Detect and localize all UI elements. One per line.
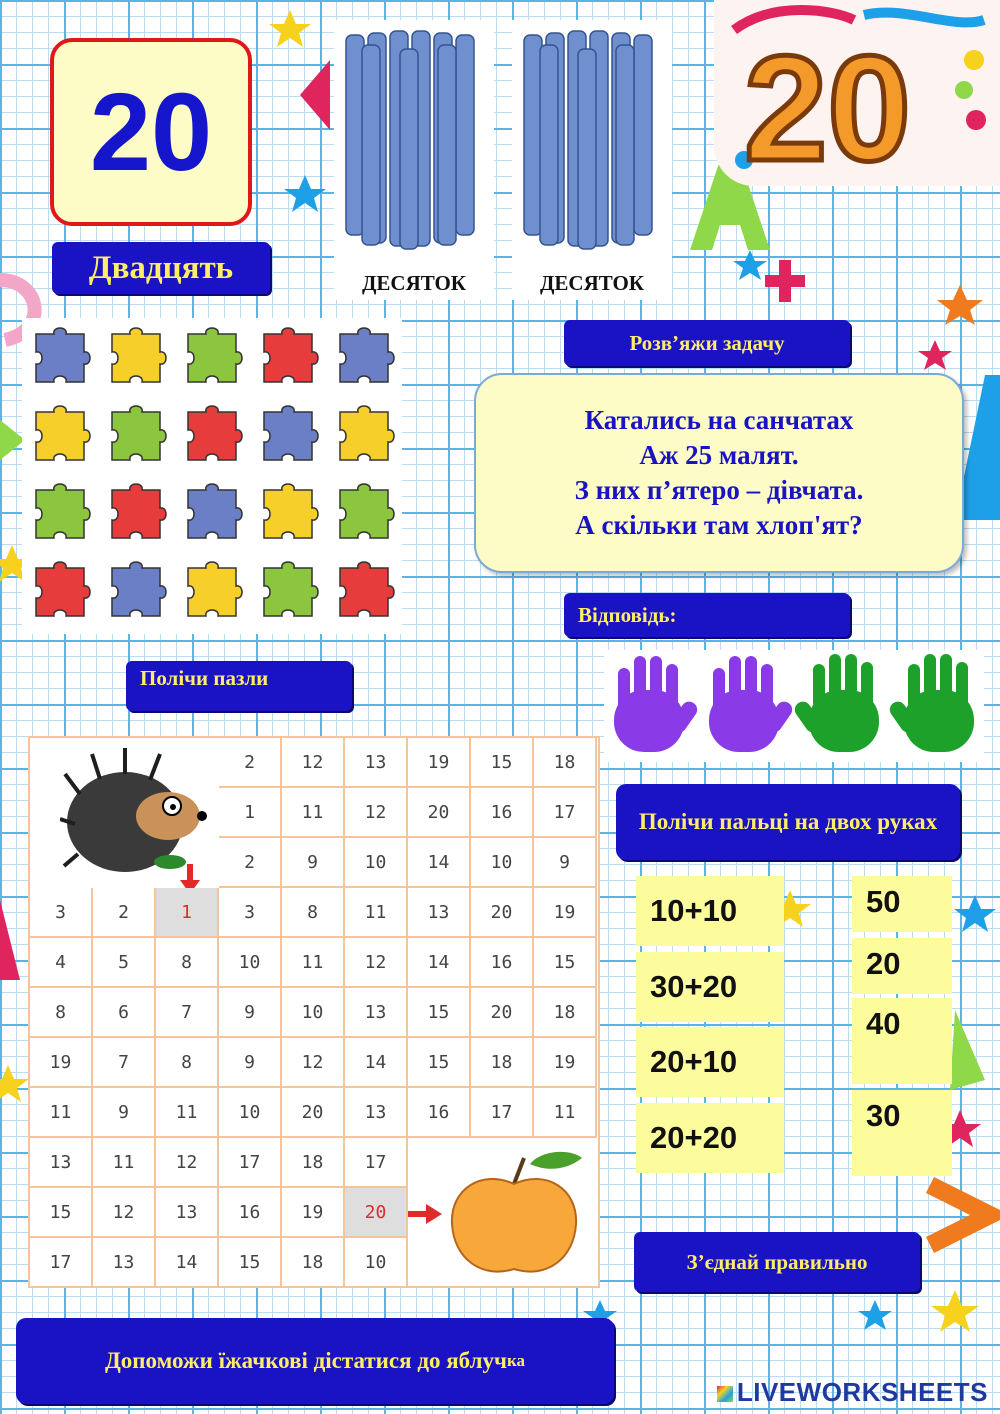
maze-cell[interactable]: 20 (345, 1188, 408, 1238)
maze-cell[interactable]: 13 (345, 1088, 408, 1138)
task-poem (474, 373, 964, 573)
maze-cell[interactable]: 9 (534, 838, 597, 888)
puzzle-piece-icon (334, 558, 398, 622)
maze-cell[interactable]: 1 (156, 888, 219, 938)
expression-card[interactable]: 30+20 (636, 952, 784, 1022)
count-puzzles-label: Полічи пазли (126, 661, 352, 711)
maze-cell[interactable]: 4 (30, 938, 93, 988)
maze-cell[interactable]: 9 (282, 838, 345, 888)
tens-bundle-2 (512, 20, 672, 300)
maze-cell[interactable]: 13 (30, 1138, 93, 1188)
puzzle-piece-icon (30, 324, 94, 388)
puzzle-piece-icon (30, 480, 94, 544)
triangle-shape (950, 1010, 985, 1090)
maze-cell[interactable]: 5 (93, 938, 156, 988)
maze-cell[interactable]: 18 (534, 738, 597, 788)
number-value: 20 (89, 70, 213, 194)
maze-cell[interactable]: 17 (219, 1138, 282, 1188)
help-hedgehog-label: Допоможи їжачкові дістатися до яблуч ка (16, 1318, 614, 1404)
maze-cell[interactable]: 10 (219, 938, 282, 988)
star-icon (937, 285, 983, 325)
maze-cell[interactable]: 15 (30, 1188, 93, 1238)
puzzle-piece-icon (258, 402, 322, 466)
maze-cell[interactable]: 1 (219, 788, 282, 838)
maze-cell[interactable]: 19 (534, 888, 597, 938)
maze-cell[interactable]: 8 (282, 888, 345, 938)
maze-cell[interactable]: 2 (219, 738, 282, 788)
rods-icon (512, 25, 672, 255)
maze-cell[interactable]: 19 (408, 738, 471, 788)
task-line: Аж 25 малят. (639, 440, 799, 470)
star-icon (918, 340, 952, 370)
maze-cell[interactable]: 17 (534, 788, 597, 838)
star-icon (0, 1065, 29, 1102)
puzzle-piece-icon (258, 480, 322, 544)
svg-text:20: 20 (744, 24, 911, 186)
puzzle-piece-icon (106, 324, 170, 388)
maze-cell[interactable]: 16 (471, 788, 534, 838)
maze-cell[interactable]: 6 (93, 988, 156, 1038)
answer-card[interactable]: 50 (852, 876, 952, 932)
hand-icon (887, 654, 974, 752)
maze-cell[interactable]: 2 (219, 838, 282, 888)
puzzle-piece-icon (334, 324, 398, 388)
maze-cell[interactable]: 12 (345, 938, 408, 988)
hand-icon (614, 656, 700, 752)
maze-cell[interactable]: 15 (471, 738, 534, 788)
puzzle-piece-icon (182, 402, 246, 466)
answer-field[interactable] (564, 593, 850, 637)
maze-cell[interactable]: 13 (345, 988, 408, 1038)
expression-card[interactable]: 20+10 (636, 1027, 784, 1097)
puzzle-piece-icon (334, 480, 398, 544)
hedgehog-icon (60, 744, 210, 884)
maze-cell[interactable]: 13 (408, 888, 471, 938)
maze-cell[interactable]: 9 (93, 1088, 156, 1138)
puzzle-piece-icon (182, 558, 246, 622)
maze-cell[interactable]: 2 (93, 888, 156, 938)
puzzle-piece-icon (106, 558, 170, 622)
answer-card[interactable]: 40 (852, 998, 952, 1084)
maze-cell[interactable]: 15 (408, 1038, 471, 1088)
maze-cell[interactable]: 11 (282, 938, 345, 988)
maze-cell[interactable]: 7 (93, 1038, 156, 1088)
maze-cell[interactable]: 19 (282, 1188, 345, 1238)
maze-cell[interactable]: 17 (471, 1088, 534, 1138)
puzzle-piece-icon (106, 480, 170, 544)
brand-logo: LIVEWORKSHEETS (717, 1377, 988, 1408)
task-title-label: Розв’яжи задачу (564, 320, 850, 366)
tens-label: ДЕСЯТОК (361, 271, 467, 295)
maze-cell[interactable]: 10 (471, 838, 534, 888)
star-icon (931, 1290, 979, 1332)
maze-cell[interactable]: 20 (471, 888, 534, 938)
number-maze (28, 736, 600, 1288)
triangle-shape (0, 900, 20, 980)
maze-cell[interactable]: 15 (219, 1238, 282, 1288)
maze-cell[interactable]: 14 (156, 1238, 219, 1288)
hand-icon (792, 654, 879, 752)
maze-cell[interactable]: 16 (471, 938, 534, 988)
puzzle-grid (22, 318, 402, 634)
maze-cell[interactable]: 20 (282, 1088, 345, 1138)
maze-cell[interactable]: 17 (30, 1238, 93, 1288)
maze-cell[interactable]: 3 (30, 888, 93, 938)
maze-cell[interactable]: 14 (345, 1038, 408, 1088)
maze-cell[interactable]: 10 (282, 988, 345, 1038)
maze-cell[interactable]: 15 (534, 938, 597, 988)
maze-cell[interactable]: 7 (156, 988, 219, 1038)
puzzle-piece-icon (106, 402, 170, 466)
maze-cell[interactable]: 19 (30, 1038, 93, 1088)
maze-cell[interactable]: 13 (93, 1238, 156, 1288)
maze-cell[interactable]: 15 (408, 988, 471, 1038)
star-icon (269, 10, 311, 47)
star-icon (954, 895, 996, 932)
answer-card[interactable]: 30 (852, 1090, 952, 1176)
arrow-shape (930, 1185, 990, 1245)
connect-label: З’єднай правильно (634, 1232, 920, 1292)
puzzle-piece-icon (30, 558, 94, 622)
task-line: З них п’ятеро – дівчата. (574, 475, 864, 505)
maze-cell[interactable]: 10 (345, 838, 408, 888)
tens-label: ДЕСЯТОК (539, 271, 645, 295)
task-line: А скільки там хлоп'ят? (575, 510, 863, 540)
maze-cell[interactable]: 12 (93, 1188, 156, 1238)
maze-cell[interactable]: 12 (282, 1038, 345, 1088)
star-icon (858, 1300, 892, 1330)
maze-cell[interactable]: 8 (156, 1038, 219, 1088)
maze-cell[interactable]: 11 (93, 1138, 156, 1188)
puzzle-piece-icon (258, 324, 322, 388)
maze-cell[interactable]: 10 (345, 1238, 408, 1288)
number-20-picture (714, 0, 1000, 186)
number-card (50, 38, 252, 226)
star-icon (733, 250, 767, 280)
maze-cell[interactable]: 14 (408, 938, 471, 988)
maze-cell[interactable]: 9 (219, 1038, 282, 1088)
triangle-shape (300, 60, 330, 130)
maze-cell[interactable]: 18 (282, 1138, 345, 1188)
maze-cell[interactable]: 19 (534, 1038, 597, 1088)
puzzle-piece-icon (30, 402, 94, 466)
puzzle-piece-icon (182, 480, 246, 544)
maze-cell[interactable]: 14 (408, 838, 471, 888)
puzzle-piece-icon (182, 324, 246, 388)
hands-picture (604, 650, 984, 762)
maze-cell[interactable]: 10 (219, 1088, 282, 1138)
maze-cell[interactable]: 11 (345, 888, 408, 938)
maze-cell[interactable]: 8 (30, 988, 93, 1038)
maze-cell[interactable]: 8 (156, 938, 219, 988)
number-20-icon (714, 0, 1000, 186)
maze-cell[interactable]: 11 (156, 1088, 219, 1138)
maze-cell[interactable]: 3 (219, 888, 282, 938)
star-icon (284, 175, 326, 212)
maze-cell[interactable]: 12 (345, 788, 408, 838)
maze-cell[interactable]: 11 (282, 788, 345, 838)
puzzle-piece-icon (334, 402, 398, 466)
plus-icon (779, 260, 791, 302)
expression-card[interactable]: 20+20 (636, 1103, 784, 1173)
maze-cell[interactable]: 13 (156, 1188, 219, 1238)
maze-cell[interactable]: 9 (219, 988, 282, 1038)
maze-cell[interactable]: 18 (534, 988, 597, 1038)
puzzle-piece-icon (258, 558, 322, 622)
maze-cell[interactable]: 12 (282, 738, 345, 788)
maze-cell[interactable]: 18 (282, 1238, 345, 1288)
number-word-label: Двадцять (52, 242, 270, 294)
answer-label: Відповідь: (578, 602, 677, 627)
maze-cell[interactable]: 16 (408, 1088, 471, 1138)
maze-cell[interactable]: 17 (345, 1138, 408, 1188)
maze-cell[interactable]: 20 (408, 788, 471, 838)
tens-bundle-1 (334, 20, 494, 300)
maze-cell[interactable]: 11 (534, 1088, 597, 1138)
rods-icon (334, 25, 494, 255)
maze-cell[interactable]: 16 (219, 1188, 282, 1238)
task-line: Катались на санчатах (584, 405, 854, 435)
count-fingers-label: Полічи пальці на двох руках (616, 784, 960, 860)
answer-card[interactable]: 20 (852, 938, 952, 994)
maze-cell[interactable]: 18 (471, 1038, 534, 1088)
maze-cell[interactable]: 13 (345, 738, 408, 788)
maze-cell[interactable]: 20 (471, 988, 534, 1038)
maze-cell[interactable]: 12 (156, 1138, 219, 1188)
hand-icon (709, 656, 795, 752)
maze-cell[interactable]: 11 (30, 1088, 93, 1138)
apple-icon (442, 1144, 592, 1284)
expression-card[interactable]: 10+10 (636, 876, 784, 946)
